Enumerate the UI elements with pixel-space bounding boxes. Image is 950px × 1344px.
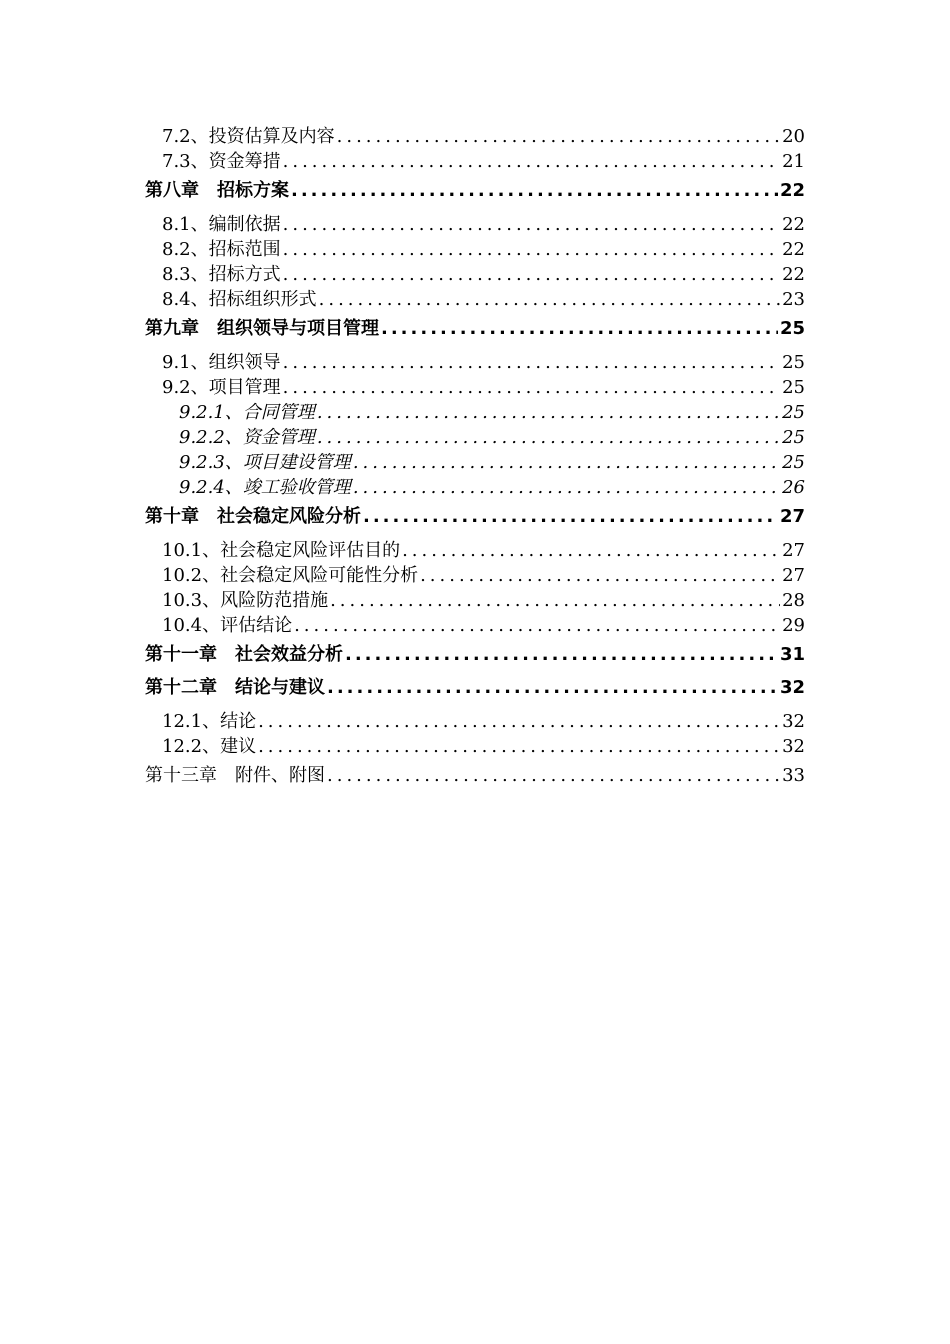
toc-entry-9-1[interactable] — [145, 350, 805, 375]
toc-entry-12-1[interactable] — [145, 709, 805, 734]
toc-entry-8-3[interactable] — [145, 262, 805, 287]
toc-entry-label: 10.4、评估结论 — [162, 615, 293, 636]
toc-entry-12-2[interactable] — [145, 734, 805, 759]
toc-entry-page: 28 — [782, 590, 805, 611]
toc-entry-8-2[interactable] — [145, 237, 805, 262]
dot-leader — [381, 317, 778, 341]
dot-leader — [283, 212, 780, 237]
toc-entry-page: 22 — [779, 180, 805, 201]
table-of-contents — [145, 124, 805, 792]
toc-entry-page: 23 — [782, 289, 805, 310]
toc-entry-7-2[interactable] — [145, 124, 805, 149]
toc-entry-page: 25 — [782, 377, 805, 398]
toc-entry-label: 9.2.1、合同管理 — [179, 402, 315, 423]
dot-leader — [294, 613, 780, 638]
toc-entry-page: 33 — [782, 765, 805, 786]
toc-entry-label: 8.2、招标范围 — [162, 239, 281, 260]
dot-leader — [337, 124, 780, 149]
toc-entry-page: 32 — [779, 677, 805, 698]
toc-entry-label: 7.3、资金筹措 — [162, 151, 281, 172]
toc-entry-10-1[interactable] — [145, 538, 805, 563]
dot-leader — [363, 505, 778, 529]
dot-leader — [353, 450, 780, 475]
toc-entry-label: 第九章 组织领导与项目管理 — [145, 318, 379, 339]
toc-entry-10-4[interactable] — [145, 613, 805, 638]
toc-entry-label: 8.3、招标方式 — [162, 264, 281, 285]
toc-entry-page: 25 — [782, 452, 805, 473]
toc-entry-page: 22 — [782, 214, 805, 235]
toc-entry-label: 第十二章 结论与建议 — [145, 677, 325, 698]
toc-entry-page: 25 — [782, 427, 805, 448]
toc-entry-label: 7.2、投资估算及内容 — [162, 126, 335, 147]
toc-entry-page: 26 — [782, 477, 805, 498]
toc-entry-label: 9.2.3、项目建设管理 — [179, 452, 351, 473]
toc-chapter-11[interactable] — [145, 643, 805, 667]
toc-chapter-8[interactable] — [145, 179, 805, 203]
toc-entry-label: 第十一章 社会效益分析 — [145, 644, 343, 665]
toc-entry-label: 12.1、结论 — [162, 711, 257, 732]
toc-entry-9-2[interactable] — [145, 375, 805, 400]
toc-entry-page: 27 — [782, 540, 805, 561]
dot-leader — [420, 563, 780, 588]
toc-entry-page: 27 — [782, 565, 805, 586]
toc-entry-label: 9.2.2、资金管理 — [179, 427, 315, 448]
dot-leader — [317, 425, 780, 450]
toc-entry-8-1[interactable] — [145, 212, 805, 237]
dot-leader — [283, 350, 780, 375]
dot-leader — [283, 149, 780, 174]
dot-leader — [327, 764, 780, 788]
toc-entry-page: 32 — [782, 711, 805, 732]
toc-entry-label: 第十章 社会稳定风险分析 — [145, 506, 361, 527]
toc-entry-page: 25 — [782, 402, 805, 423]
dot-leader — [330, 588, 780, 613]
toc-entry-label: 9.2.4、竣工验收管理 — [179, 477, 351, 498]
toc-entry-page: 27 — [779, 506, 805, 527]
toc-entry-page: 21 — [782, 151, 805, 172]
dot-leader — [283, 262, 780, 287]
toc-entry-label: 第十三章 附件、附图 — [145, 765, 325, 786]
toc-entry-9-2-2[interactable] — [145, 425, 805, 450]
dot-leader — [283, 237, 780, 262]
toc-entry-label: 10.3、风险防范措施 — [162, 590, 329, 611]
dot-leader — [327, 676, 778, 700]
toc-entry-page: 32 — [782, 736, 805, 757]
dot-leader — [319, 287, 780, 312]
toc-entry-9-2-1[interactable] — [145, 400, 805, 425]
toc-entry-7-3[interactable] — [145, 149, 805, 174]
toc-entry-label: 第八章 招标方案 — [145, 180, 289, 201]
toc-entry-8-4[interactable] — [145, 287, 805, 312]
dot-leader — [283, 375, 780, 400]
toc-entry-page: 31 — [779, 644, 805, 665]
dot-leader — [402, 538, 780, 563]
dot-leader — [353, 475, 780, 500]
dot-leader — [345, 643, 778, 667]
toc-entry-page: 25 — [779, 318, 805, 339]
dot-leader — [291, 179, 778, 203]
toc-entry-9-2-3[interactable] — [145, 450, 805, 475]
toc-entry-page: 22 — [782, 264, 805, 285]
toc-chapter-13[interactable] — [145, 764, 805, 788]
toc-entry-label: 8.4、招标组织形式 — [162, 289, 317, 310]
toc-entry-label: 9.2、项目管理 — [162, 377, 281, 398]
toc-chapter-10[interactable] — [145, 505, 805, 529]
dot-leader — [258, 734, 780, 759]
toc-entry-page: 22 — [782, 239, 805, 260]
toc-entry-10-2[interactable] — [145, 563, 805, 588]
toc-entry-page: 25 — [782, 352, 805, 373]
dot-leader — [317, 400, 780, 425]
toc-entry-page: 20 — [782, 126, 805, 147]
toc-entry-label: 10.1、社会稳定风险评估目的 — [162, 540, 401, 561]
toc-entry-label: 10.2、社会稳定风险可能性分析 — [162, 565, 419, 586]
toc-entry-page: 29 — [782, 615, 805, 636]
toc-chapter-12[interactable] — [145, 676, 805, 700]
toc-entry-9-2-4[interactable] — [145, 475, 805, 500]
toc-entry-label: 9.1、组织领导 — [162, 352, 281, 373]
dot-leader — [258, 709, 780, 734]
toc-entry-label: 12.2、建议 — [162, 736, 257, 757]
toc-entry-10-3[interactable] — [145, 588, 805, 613]
toc-chapter-9[interactable] — [145, 317, 805, 341]
toc-entry-label: 8.1、编制依据 — [162, 214, 281, 235]
